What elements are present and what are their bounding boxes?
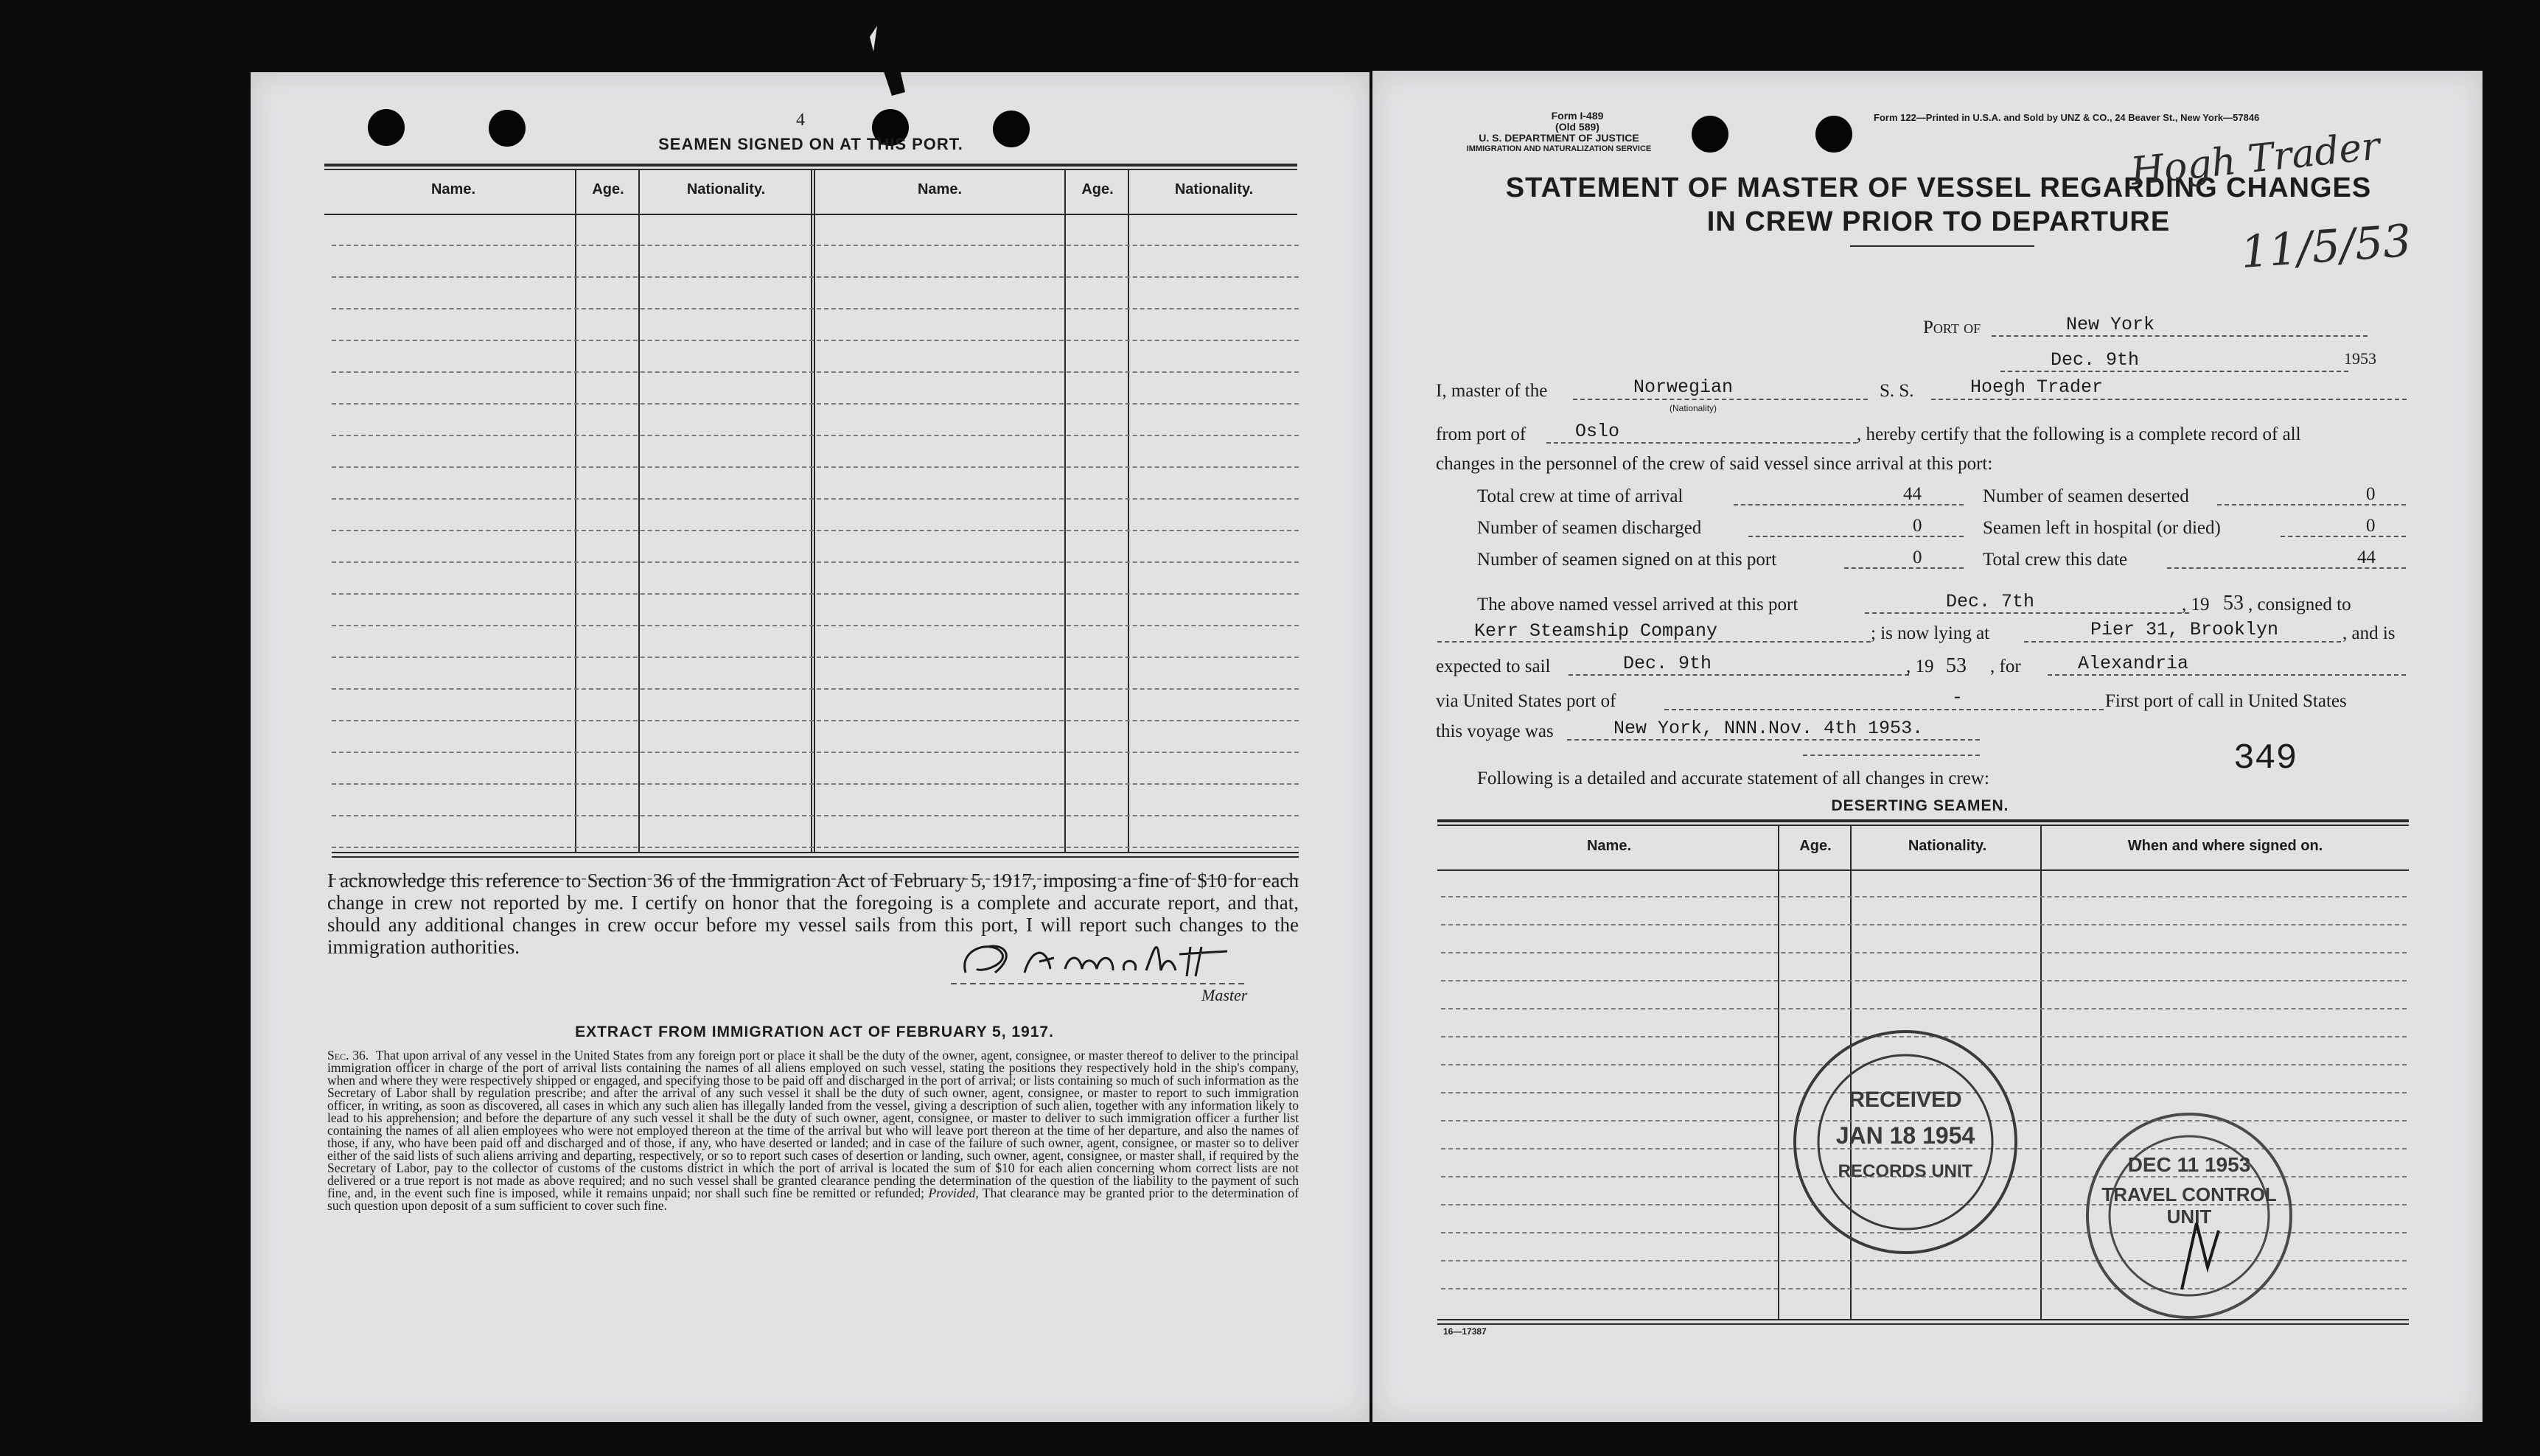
lying-line bbox=[2024, 641, 2341, 643]
expected-year-prefix: , 19 bbox=[1906, 657, 1934, 676]
expected-value: Dec. 9th bbox=[1623, 653, 1712, 674]
total-crew-arrival-line bbox=[1734, 504, 1964, 505]
table-row bbox=[332, 530, 1299, 531]
arrived-label: The above named vessel arrived at this port bbox=[1477, 595, 1798, 615]
table-row bbox=[332, 371, 1299, 373]
table-row bbox=[1441, 924, 2407, 925]
sec36-body: That upon arrival of any vessel in the United States from any foreign port or place it shall be the duty of the owner, agent, consignee, or master thereof to deliver to the principal immigration officer in charge of the port of arrival lists containing the names of all aliens employed on such vessel, stating the positions they respectively hold in the ship's company, when and where they were respectively shipped or engaged, and specifying those to be paid off and discharged in the port of arrival; or lists containing so much of such information as the Secretary of Labor shall by regulation prescribe; and after the arrival of any such vessel it shall be the duty of such owner, agent, consignee, or master to report to such immigration officer, in writing, as soon as discovered, all cases in which any such alien has illegally landed from the vessel, giving a description of such alien, together with any information likely to lead to his apprehension; and before the departure of any such vessel it shall be the duty of such owner, agent, consignee, or master to deliver to such immigration officer a further list containing the names of all alien employees who were not employed thereon at the time of the arrival but who will leave port thereon at the time of her departure, and also the names of those, if any, who have been paid off and discharged and of those, if any, who have deserted or landed; and in case of the failure of such owner, agent, consignee, or master so to deliver either of the said lists of such aliens arriving and departing, respectively, or so to report such cases of desertion or landing, such owner, agent, consignee, or master shall, if required by the Secretary of Labor, pay to the collector of customs of the customs district in which the port of arrival is located the sum of $10 for each alien concerning whom correct lists are not delivered or a true report is not made as above required; and no such vessel shall be granted clearance pending the determination of the question of the liability to the payment of such fine, and, in the event such fine is imposed, while it remains unpaid; nor shall such fine be remitted or refunded; bbox=[327, 1048, 1299, 1200]
table-row bbox=[332, 340, 1299, 341]
ss-label: S. S. bbox=[1880, 381, 1914, 401]
for-label: , for bbox=[1990, 657, 2021, 676]
title-line-2: IN CREW PRIOR TO DEPARTURE bbox=[1706, 206, 2171, 237]
voyage-line-2 bbox=[1803, 755, 1980, 756]
form-number-text: Form I-489 bbox=[1551, 110, 1604, 122]
hospital-label: Seamen left in hospital (or died) bbox=[1983, 518, 2221, 538]
deserted-label: Number of seamen deserted bbox=[1983, 486, 2189, 506]
department: U. S. DEPARTMENT OF JUSTICE bbox=[1479, 132, 1639, 144]
following-text: Following is a detailed and accurate statement of all changes in crew: bbox=[1477, 769, 1989, 788]
ss-line bbox=[1931, 399, 2407, 400]
travel-unit-text: UNIT bbox=[2166, 1205, 2212, 1228]
signed-on-line bbox=[1844, 567, 1964, 569]
deserting-title: DESERTING SEAMEN. bbox=[1831, 797, 2009, 814]
via-label: via United States port of bbox=[1436, 691, 1616, 711]
travel-date: DEC 11 1953 bbox=[2127, 1153, 2251, 1176]
extract-title: EXTRACT FROM IMMIGRATION ACT OF FEBRUARY 5, 1917. bbox=[575, 1023, 1054, 1040]
expected-line bbox=[1569, 674, 1909, 676]
table-top-rule bbox=[324, 164, 1297, 167]
page-number: 4 bbox=[796, 111, 805, 130]
column-divider bbox=[1064, 169, 1066, 853]
arrived-value: Dec. 7th bbox=[1946, 591, 2035, 612]
table-row bbox=[332, 245, 1299, 246]
table-row bbox=[1441, 980, 2407, 981]
hospital-line bbox=[2281, 536, 2406, 537]
via-line bbox=[1664, 709, 2104, 710]
received-date: JAN 18 1954 bbox=[1835, 1122, 1975, 1149]
title-underline bbox=[1850, 245, 2034, 247]
table-row bbox=[332, 720, 1299, 721]
master-label: Master bbox=[1201, 986, 1248, 1004]
desert-col-age: Age. bbox=[1799, 838, 1832, 854]
deserted-line bbox=[2217, 504, 2406, 505]
desert-col-nationality: Nationality. bbox=[1908, 838, 1987, 854]
received-stamp bbox=[1784, 1024, 2027, 1260]
total-crew-date-value: 44 bbox=[2357, 547, 2376, 567]
master-of-label: I, master of the bbox=[1436, 381, 1548, 401]
form-old-text: (Old 589) bbox=[1555, 121, 1599, 133]
table-row bbox=[332, 657, 1299, 658]
punch-hole bbox=[368, 109, 405, 146]
table-row bbox=[332, 625, 1299, 626]
arrived-year-prefix: , 19 bbox=[2182, 595, 2210, 615]
signed-on-heading: SEAMEN SIGNED ON AT THIS PORT. bbox=[658, 135, 963, 153]
desert-column-divider bbox=[1778, 825, 1779, 1320]
table-row bbox=[332, 308, 1299, 309]
handwritten-vessel: Hogh Trader bbox=[2128, 124, 2382, 195]
desert-column-divider bbox=[2040, 825, 2042, 1320]
table-row bbox=[332, 435, 1299, 436]
handwritten-date: 11/5/53 bbox=[2239, 215, 2413, 279]
desert-table-top-rule-thin bbox=[1437, 825, 2409, 826]
table-row bbox=[332, 783, 1299, 785]
table-row bbox=[332, 466, 1299, 468]
table-bottom-rule bbox=[332, 852, 1299, 853]
total-crew-arrival-value: 44 bbox=[1903, 484, 1922, 504]
table-row bbox=[1441, 1008, 2407, 1009]
desert-table-top-rule bbox=[1437, 819, 2409, 822]
sec36-proviso-label: Provided, bbox=[928, 1186, 979, 1200]
punch-hole bbox=[1815, 116, 1852, 153]
column-divider bbox=[814, 169, 815, 853]
table-row bbox=[332, 688, 1299, 690]
from-port-label: from port of bbox=[1436, 424, 1527, 444]
arrived-line bbox=[1865, 612, 2189, 614]
nationality-caption: (Nationality) bbox=[1670, 403, 1717, 413]
desert-col-signed-on: When and where signed on. bbox=[2127, 838, 2323, 854]
desert-col-name: Name. bbox=[1586, 838, 1632, 854]
port-of-label: Port of bbox=[1923, 318, 1981, 337]
form-122-note: Form 122—Printed in U.S.A. and Sold by UNZ & CO., 24 Beaver St., New York—57846 bbox=[1874, 112, 2260, 123]
voyage-line bbox=[1567, 739, 1980, 741]
document-number: 349 bbox=[2233, 739, 2297, 779]
table-row bbox=[332, 276, 1299, 278]
table-row bbox=[1441, 896, 2407, 897]
title-line-1: STATEMENT OF MASTER OF VESSEL REGARDING CHANGES bbox=[1505, 172, 2372, 203]
desert-table-header-rule bbox=[1437, 869, 2409, 871]
table-row bbox=[332, 498, 1299, 500]
col-header-age-2: Age. bbox=[1081, 181, 1114, 197]
table-row bbox=[1441, 952, 2407, 953]
lying-value: Pier 31, Brooklyn bbox=[2090, 619, 2279, 640]
arrived-year-value: 53 bbox=[2223, 592, 2244, 615]
column-divider bbox=[811, 169, 812, 853]
lying-label: ; is now lying at bbox=[1871, 623, 1990, 643]
hospital-value: 0 bbox=[2366, 516, 2376, 536]
table-row bbox=[332, 847, 1299, 848]
nationality-line bbox=[1573, 399, 1868, 400]
port-of-value: New York bbox=[2066, 314, 2155, 335]
column-divider bbox=[575, 169, 576, 853]
paper-tear bbox=[870, 22, 914, 103]
for-line bbox=[2048, 674, 2406, 676]
from-port-value: Oslo bbox=[1575, 421, 1620, 442]
column-divider bbox=[638, 169, 640, 853]
voyage-label: this voyage was bbox=[1436, 721, 1554, 741]
travel-control-stamp bbox=[2079, 1105, 2300, 1326]
col-header-name: Name. bbox=[430, 181, 476, 197]
table-row bbox=[332, 752, 1299, 753]
port-of-line bbox=[1992, 335, 2368, 337]
left-page bbox=[251, 72, 1370, 1422]
service: IMMIGRATION AND NATURALIZATION SERVICE bbox=[1466, 144, 1652, 153]
first-port-label: First port of call in United States bbox=[2105, 691, 2347, 711]
expected-year-value: 53 bbox=[1946, 654, 1967, 677]
from-port-line bbox=[1546, 442, 1857, 444]
and-is-text: , and is bbox=[2342, 623, 2396, 643]
signed-on-label: Number of seamen signed on at this port bbox=[1477, 550, 1777, 570]
col-header-nationality-2: Nationality. bbox=[1174, 181, 1254, 197]
sec36-label: Sec. 36. bbox=[327, 1048, 369, 1063]
table-row bbox=[332, 403, 1299, 405]
master-signature bbox=[936, 932, 1260, 991]
consigned-label: , consigned to bbox=[2248, 595, 2351, 615]
voyage-value: New York, NNN.Nov. 4th 1953. bbox=[1613, 718, 1924, 739]
table-bottom-rule-thin bbox=[332, 856, 1299, 858]
discharged-label: Number of seamen discharged bbox=[1477, 518, 1702, 538]
via-value: - bbox=[1952, 687, 1964, 708]
certify-text: , hereby certify that the following is a complete record of all bbox=[1857, 424, 2301, 444]
consignee-value: Kerr Steamship Company bbox=[1474, 620, 1718, 642]
col-header-age: Age. bbox=[592, 181, 624, 197]
ss-value: Hoegh Trader bbox=[1970, 377, 2104, 398]
form-number bbox=[1533, 111, 1622, 133]
col-header-nationality: Nationality. bbox=[686, 181, 766, 197]
deserted-value: 0 bbox=[2366, 484, 2376, 504]
discharged-value: 0 bbox=[1913, 516, 1922, 536]
expected-label: expected to sail bbox=[1436, 657, 1551, 676]
for-value: Alexandria bbox=[2078, 653, 2189, 674]
total-crew-arrival-label: Total crew at time of arrival bbox=[1477, 486, 1684, 506]
changes-text: changes in the personnel of the crew of said vessel since arrival at this port: bbox=[1436, 454, 1993, 474]
table-row bbox=[332, 561, 1299, 563]
table-row bbox=[332, 815, 1299, 816]
nationality-value: Norwegian bbox=[1633, 377, 1734, 398]
punch-hole bbox=[1692, 116, 1728, 153]
received-text: RECEIVED bbox=[1849, 1088, 1962, 1112]
year-value: 1953 bbox=[2344, 349, 2376, 368]
sec36-proviso: That clearance may be granted prior to the determination of such question upon deposit of a sum sufficient to cover such fine. bbox=[327, 1186, 1299, 1213]
table-row bbox=[332, 593, 1299, 595]
total-crew-date-label: Total crew this date bbox=[1983, 550, 2128, 570]
footer-code: 16—17387 bbox=[1443, 1326, 1487, 1337]
acknowledgement-text: I acknowledge this reference to Section 36 of the Immigration Act of February 5, 1917, imposing a fine of $10 for each change in crew not reported by me. I certify on honor that the foregoing is a complete and accurate report, and that, should any additional changes in crew occur before my vessel sails from this port, I will report such changes to the immigration authorities. bbox=[327, 869, 1299, 958]
travel-control-text: TRAVEL CONTROL bbox=[2101, 1183, 2277, 1205]
date-value: Dec. 9th bbox=[2051, 349, 2140, 371]
date-line bbox=[2000, 371, 2348, 372]
signed-on-value: 0 bbox=[1913, 547, 1922, 567]
discharged-line bbox=[1748, 536, 1964, 537]
received-records-unit: RECORDS UNIT bbox=[1838, 1161, 1973, 1181]
column-divider bbox=[1128, 169, 1129, 853]
section-36-text bbox=[327, 1049, 1299, 1212]
col-header-name-2: Name. bbox=[917, 181, 963, 197]
